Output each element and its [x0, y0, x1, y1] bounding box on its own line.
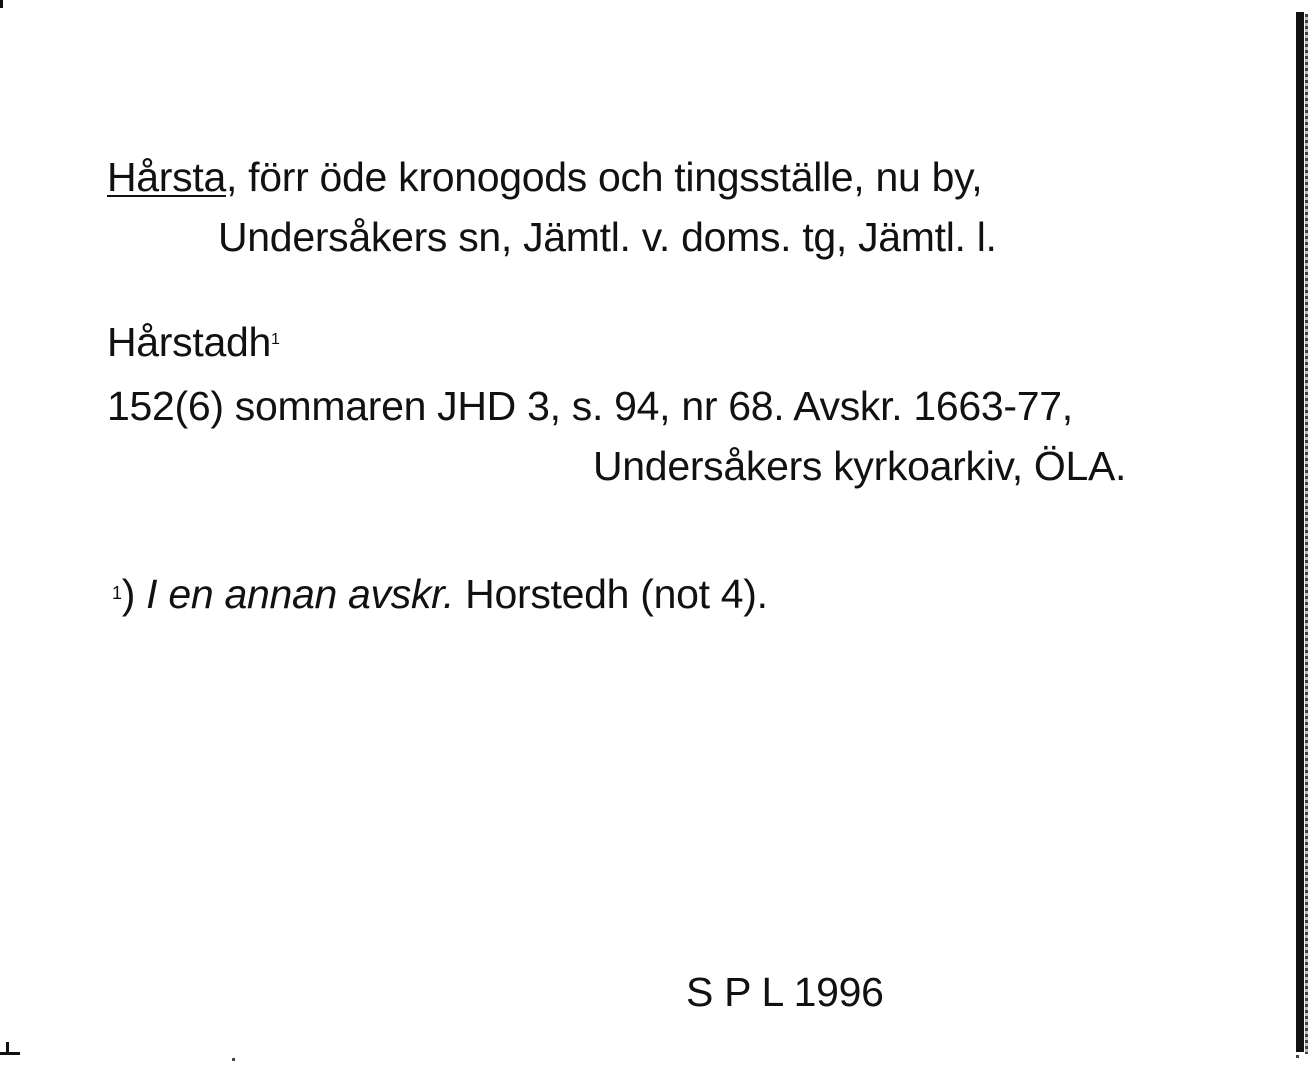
crop-mark-top-left: [0, 0, 3, 8]
crop-mark-bottom-left-v: [6, 1042, 9, 1054]
card-edge-shadow: [1305, 14, 1308, 1054]
signature: S P L 1996: [686, 969, 884, 1015]
crop-mark-bottom-left-h: [0, 1052, 20, 1055]
footnote-marker: 1: [112, 583, 122, 603]
footnote-paren: ): [121, 571, 136, 617]
heading-line-2: Undersåkers sn, Jämtl. v. doms. tg, Jämtl. l.: [218, 214, 997, 260]
historical-form: Hårstadh: [107, 319, 271, 365]
source-line-1: 152(6) sommaren JHD 3, s. 94, nr 68. Avskr. 1663-77,: [107, 383, 1073, 429]
form-line: [107, 318, 280, 366]
footnote: [112, 570, 768, 618]
speck: [1296, 1055, 1299, 1058]
form-footnote-ref: 1: [270, 331, 280, 348]
footnote-italic: I en annan avskr.: [146, 571, 455, 617]
footnote-text: Horstedh (not 4).: [454, 571, 768, 617]
speck: [232, 1058, 235, 1061]
card-edge-bar: [1296, 12, 1304, 1052]
heading-description: , förr öde kronogods och tingsställe, nu by,: [225, 154, 983, 200]
source-line-2: Undersåkers kyrkoarkiv, ÖLA.: [593, 443, 1127, 489]
heading-line-1: [107, 153, 982, 201]
headword: Hårsta: [107, 154, 226, 200]
